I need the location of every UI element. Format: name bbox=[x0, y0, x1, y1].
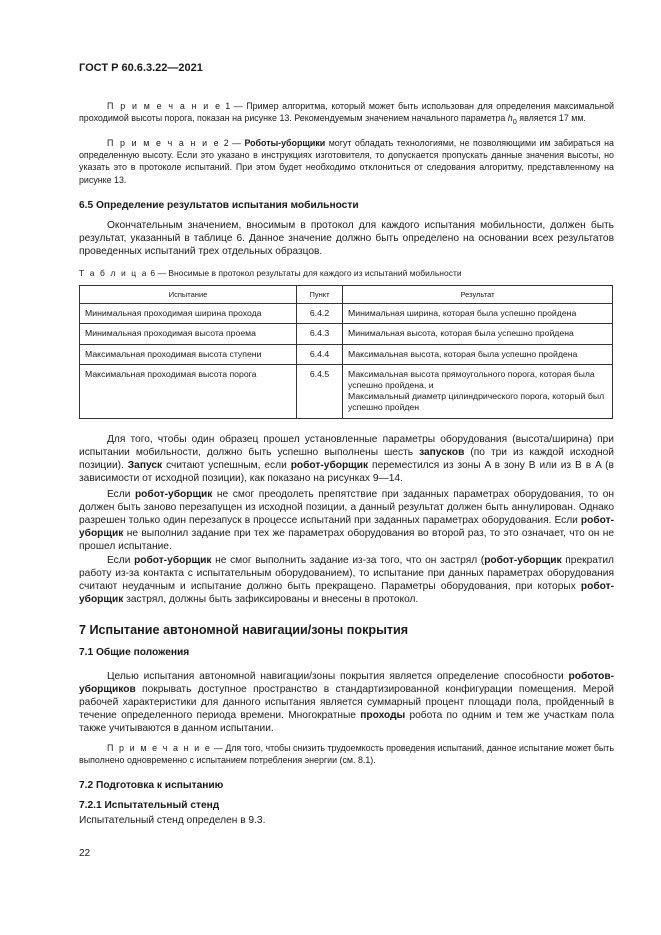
note-2 bbox=[79, 137, 614, 186]
note-2-bold: Роботы-уборщики bbox=[244, 138, 326, 148]
text-run: не смог выполнить задание из-за того, что он застрял ( bbox=[211, 555, 485, 566]
table-cell-test: Минимальная проходимая высота проема bbox=[80, 324, 297, 344]
bold-term: робот-уборщик bbox=[134, 489, 213, 500]
section-7-2-1-paragraph: Испытательный стенд определен в 9.3. bbox=[79, 815, 266, 826]
table-cell-test: Максимальная проходимая высота ступени bbox=[80, 344, 297, 364]
paragraph-restart bbox=[79, 488, 614, 553]
text-run: покрывать доступное пространство в стандартизированной конфигурации помещения. Мерой рабочей характеристики для данного испытания является суммарный процент площади пола, пройденный в течение определенного периода времени. Многократные bbox=[79, 684, 614, 722]
note-2-label: П р и м е ч а н и е bbox=[107, 138, 221, 148]
table-header-cell: Результат bbox=[343, 286, 613, 304]
note-7-1 bbox=[79, 742, 614, 766]
table-cell-clause: 6.4.4 bbox=[297, 344, 343, 364]
section-7-2-1-heading: 7.2.1 Испытательный стенд bbox=[79, 800, 220, 811]
text-run: Если bbox=[107, 489, 135, 500]
table-row bbox=[80, 364, 613, 418]
note-2-text-end: могут обладать технологиями, не позволяющими им забираться на определенную высоту. Если это указано в инструкциях изготовителя, то допускается пропускать данные значения высоты, но указать это в протоколе испытаний. При этом будет необходимо отклониться от следования алгоритму, представленному на рисунке 13. bbox=[79, 138, 614, 185]
note-7-1-label: П р и м е ч а н и е bbox=[107, 743, 212, 753]
text-run: робота по одним и тем же участкам пола также учитываются в данном испытании. bbox=[79, 710, 615, 735]
section-7-1-heading: 7.1 Общие положения bbox=[79, 647, 190, 658]
table-caption-text: 6 — Вносимые в протокол результаты для каждого из испытаний мобильности bbox=[148, 268, 462, 278]
table-row bbox=[80, 324, 613, 344]
section-6-5-heading: 6.5 Определение результатов испытания мобильности bbox=[79, 200, 359, 211]
bold-term: робот-уборщик bbox=[79, 515, 614, 540]
table-header-row bbox=[80, 286, 613, 304]
bold-term: робот-уборщик bbox=[79, 581, 614, 606]
variable-h: h bbox=[507, 113, 513, 124]
table-cell-clause: 6.4.5 bbox=[297, 364, 343, 418]
table-cell-result-line: Максимальная высота прямоугольного порога, которая была успешно пройдена, и bbox=[348, 368, 595, 391]
table-cell-test: Минимальная проходимая ширина прохода bbox=[80, 304, 297, 324]
text-run: застрял, должны быть зафиксированы и внесены в протокол. bbox=[123, 594, 419, 606]
note-1-label: П р и м е ч а н и е bbox=[107, 101, 222, 111]
table-caption-label: Т а б л и ц а bbox=[79, 268, 149, 278]
text-run: переместился из зоны A в зону B или из B в A (в зависимости от исходной позиции), как показано на рисунках 9—14. bbox=[79, 460, 614, 485]
table-cell-result bbox=[343, 364, 613, 418]
bold-term: робот-уборщик bbox=[290, 460, 369, 472]
document-header: ГОСТ Р 60.6.3.22—2021 bbox=[79, 62, 203, 74]
section-7-2-heading: 7.2 Подготовка к испытанию bbox=[79, 780, 224, 791]
paragraph-stuck bbox=[79, 554, 614, 606]
bold-term: робот-уборщик bbox=[134, 555, 212, 566]
table-cell-clause: 6.4.3 bbox=[297, 324, 343, 344]
variable-h-subscript: 0 bbox=[512, 116, 517, 126]
bold-term: Запуск bbox=[127, 460, 163, 472]
note-7-1-text: — Для того, чтобы снизить трудоемкость проведения испытаний, данное испытание может быть выполнено одновременно с испытанием потребления энергии (см. 8.1). bbox=[79, 743, 614, 766]
table-row bbox=[80, 304, 613, 324]
text-run: не выполнил задание при тех же параметрах оборудования во второй раз, то это означает, что он не прошел испытание. bbox=[79, 528, 614, 553]
table-header-cell: Пункт bbox=[297, 286, 343, 304]
table-cell-test: Максимальная проходимая высота порога bbox=[80, 364, 297, 418]
note-1 bbox=[79, 100, 614, 128]
table-cell-result: Максимальная высота, которая была успешно пройдена bbox=[343, 344, 613, 364]
bold-term: робот-уборщик bbox=[484, 555, 562, 566]
table-cell-clause: 6.4.2 bbox=[297, 304, 343, 324]
note-2-text: 2 — bbox=[220, 138, 245, 148]
table-cell-result: Минимальная ширина, которая была успешно пройдена bbox=[343, 304, 613, 324]
text-run: Если bbox=[107, 555, 135, 566]
paragraph-launches bbox=[79, 433, 614, 485]
text-run: Целью испытания автономной навигации/зоны покрытия является определение способности bbox=[107, 671, 569, 682]
results-table bbox=[79, 285, 613, 419]
note-1-text: 1 — Пример алгоритма, который может быть использован для определения максимальной проходимой высоты порога, показан на рисунке 13. Рекомендуемым значением начального параметра bbox=[79, 101, 614, 124]
text-run: считают успешным, если bbox=[162, 460, 291, 472]
text-run: прекратил работу из-за контакта с испытательным оборудованием), то испытание при данных параметрах оборудования считают неудачным и испытание должно быть прекращено. Параметры оборудования, при которых bbox=[79, 555, 614, 593]
section-7-heading: 7 Испытание автономной навигации/зоны покрытия bbox=[79, 623, 409, 637]
page-number: 22 bbox=[79, 848, 91, 859]
table-header-cell: Испытание bbox=[80, 286, 297, 304]
bold-term: запусков bbox=[419, 447, 465, 459]
text-run: Для того, чтобы один образец прошел установленные параметры оборудования (высота/ширина) при испытании мобильности, должно быть успешно выполнены шесть bbox=[79, 434, 614, 459]
table-caption bbox=[79, 268, 462, 278]
table-row bbox=[80, 344, 613, 364]
section-6-5-paragraph: Окончательным значением, вносимым в протокол для каждого испытания мобильности, должен быть результат, указанный в таблице 6. Данное значение должно быть определено на основании всех результатов проведенных испытаний трех отдельных образцов. bbox=[79, 220, 614, 258]
table-cell-result-line: Максимальный диаметр цилиндрического порога, который был успешно пройден bbox=[348, 391, 605, 413]
table-cell-result: Минимальная высота, которая была успешно пройдена bbox=[343, 324, 613, 344]
text-run: (по три из каждой исходной позиции). bbox=[79, 447, 614, 472]
bold-term: роботов-уборщиков bbox=[79, 671, 614, 696]
note-1-text-end: является 17 мм. bbox=[516, 113, 586, 124]
text-run: не смог преодолеть препятствие при заданных параметрах оборудования, то он должен быть заново перезапущен из исходной позиции, а данный результат должен быть аннулирован. Однако разрешен только один перезапуск в процессе испытаний при заданных параметрах оборудования. Если bbox=[79, 489, 614, 527]
bold-term: проходы bbox=[360, 710, 406, 722]
section-7-1-paragraph bbox=[79, 670, 614, 735]
